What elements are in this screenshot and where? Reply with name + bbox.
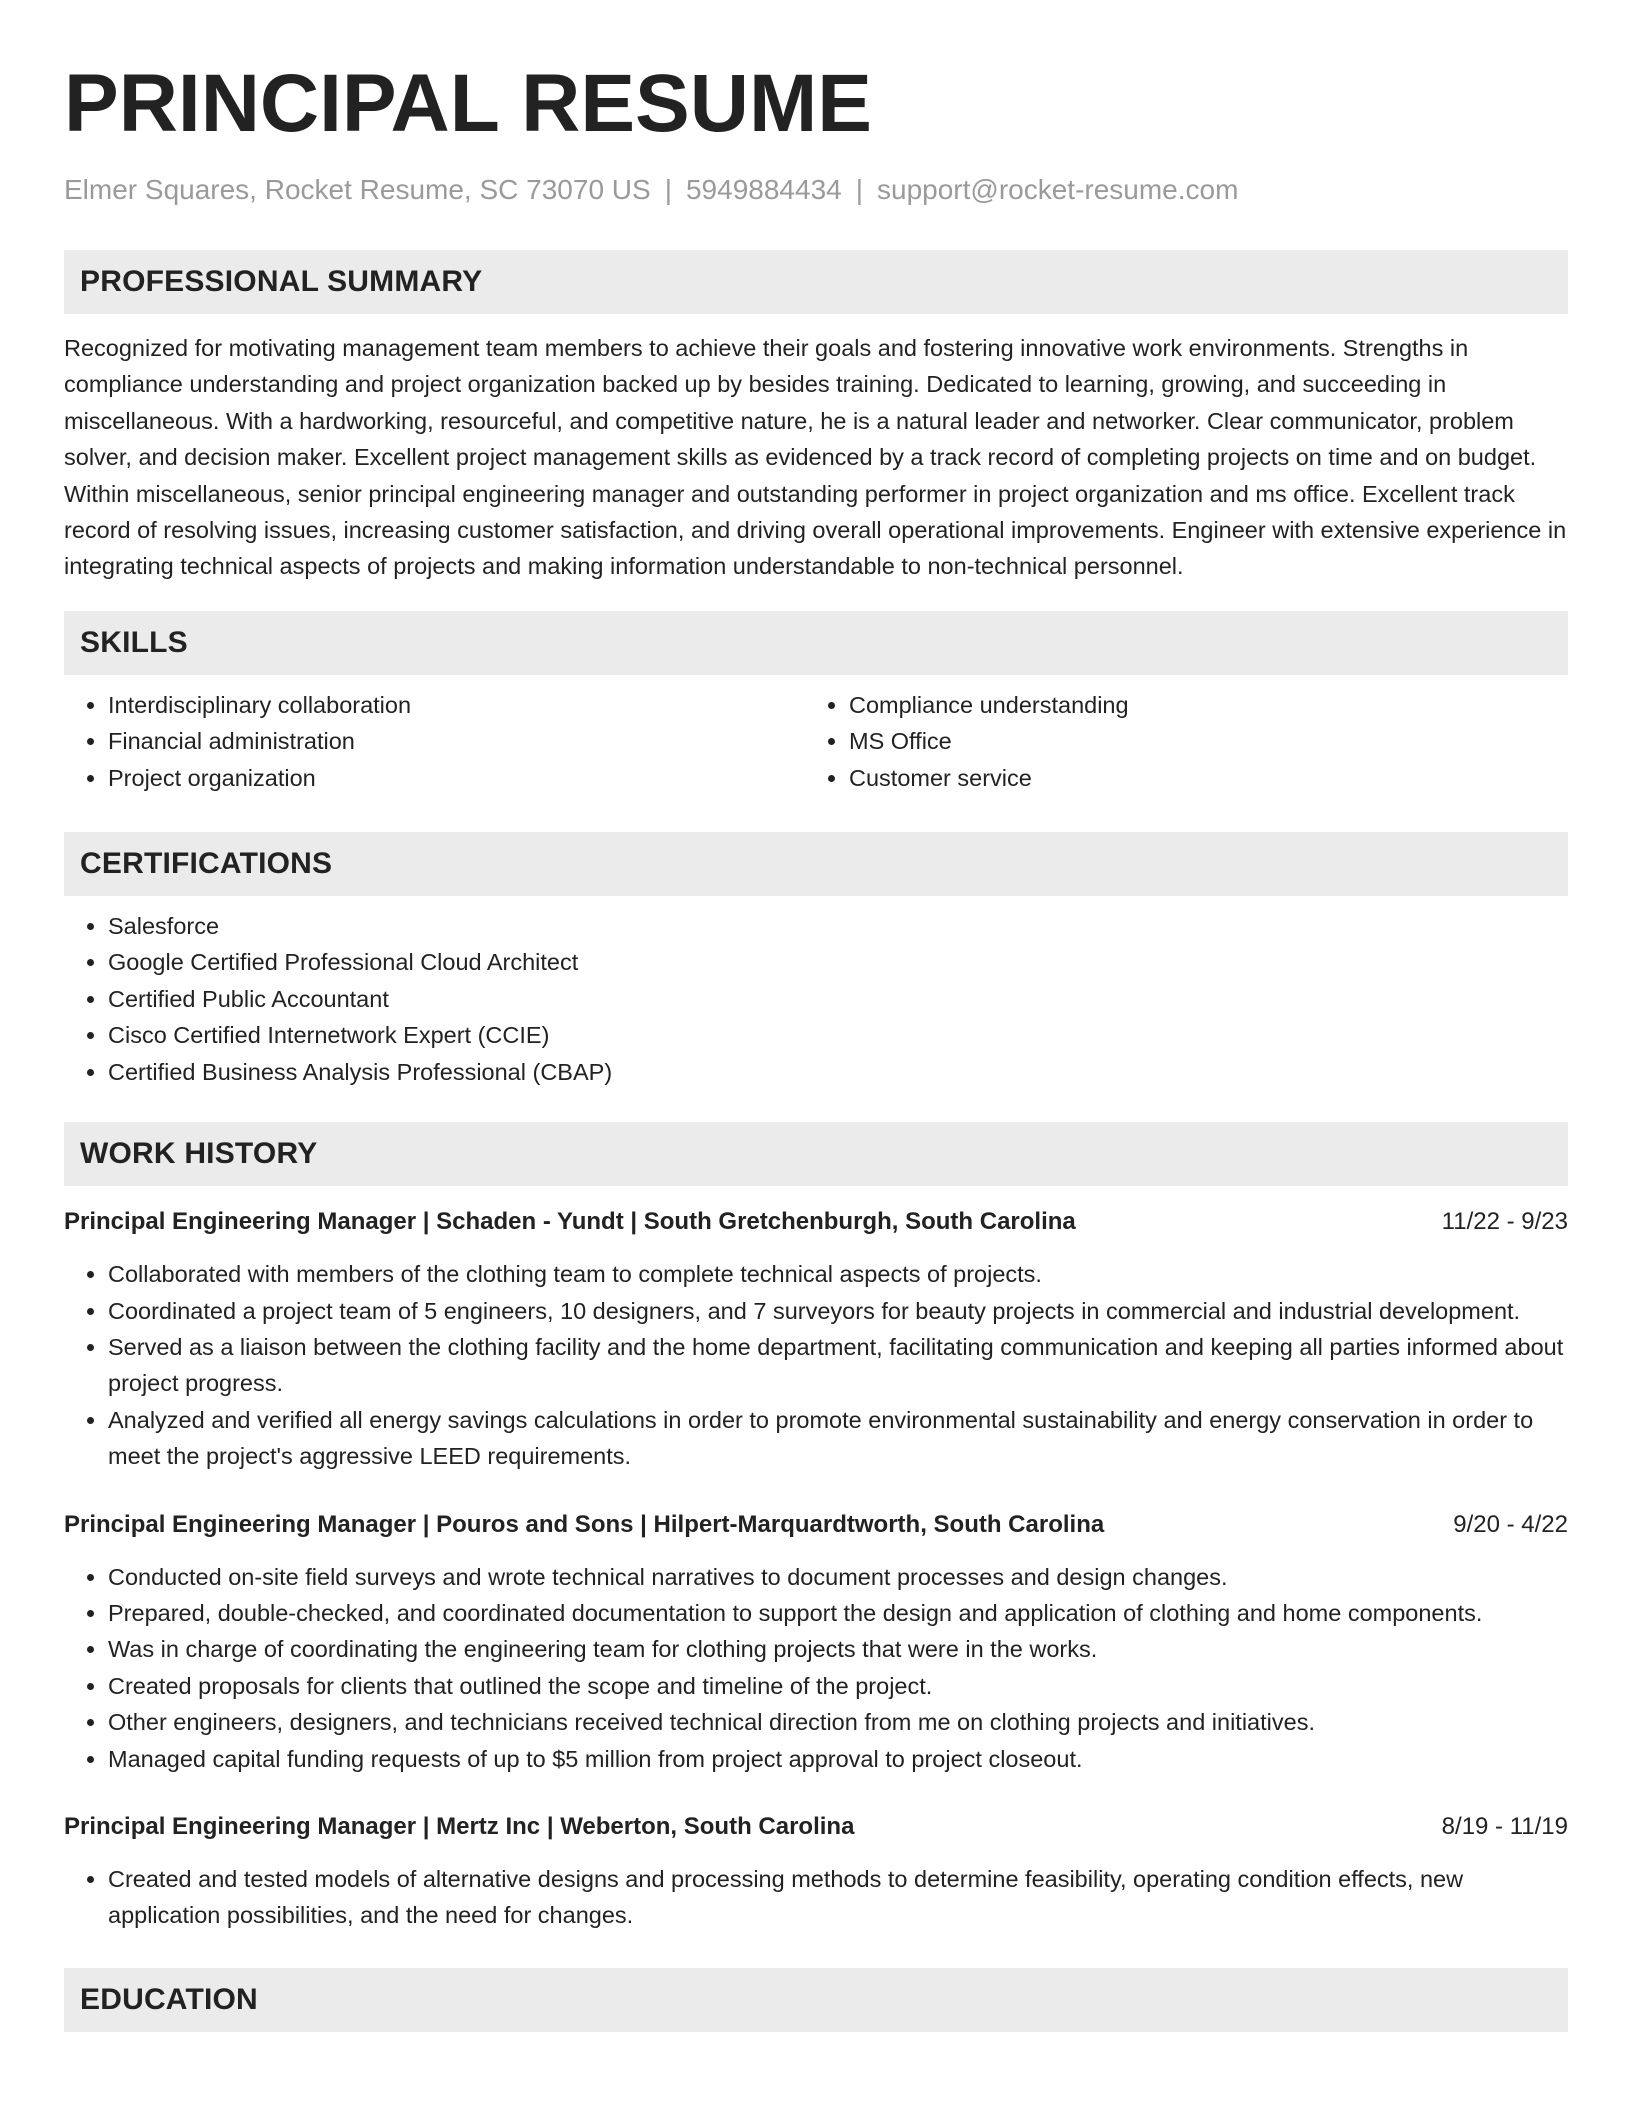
job-bullet: • Prepared, double-checked, and coordinated documentation to support the design and application of clothing and home components. — [108, 1595, 1568, 1631]
job-title: Principal Engineering Manager | Mertz Inc | Weberton, South Carolina — [64, 1812, 855, 1840]
job-entry — [64, 1507, 1568, 1777]
section-header-certifications: CERTIFICATIONS — [64, 832, 1568, 896]
section-header-skills: SKILLS — [64, 611, 1568, 675]
section-header-education: EDUCATION — [64, 1968, 1568, 2032]
section-header-summary: PROFESSIONAL SUMMARY — [64, 250, 1568, 314]
job-bullets — [64, 1559, 1568, 1777]
job-bullets — [64, 1861, 1568, 1934]
job-bullet: • Served as a liaison between the clothing facility and the home department, facilitating communication and keeping all parties informed about project progress. — [108, 1329, 1568, 1402]
skills-column-right — [805, 687, 1546, 796]
job-bullet: • Other engineers, designers, and technicians received technical direction from me on clothing projects and initiatives. — [108, 1704, 1568, 1740]
skills-column-left — [64, 687, 805, 796]
skill-item: • Project organization — [108, 760, 805, 796]
contact-separator: | — [664, 174, 672, 205]
job-header — [64, 1204, 1568, 1240]
job-header — [64, 1507, 1568, 1543]
section-header-work-history: WORK HISTORY — [64, 1122, 1568, 1186]
skill-item: • Interdisciplinary collaboration — [108, 687, 805, 723]
skill-item: • Financial administration — [108, 723, 805, 759]
contact-line — [64, 172, 1568, 208]
job-bullet: • Conducted on-site field surveys and wrote technical narratives to document processes and design changes. — [108, 1559, 1568, 1595]
certification-item: • Google Certified Professional Cloud Architect — [108, 944, 1568, 980]
certification-item: • Certified Business Analysis Professional (CBAP) — [108, 1054, 1568, 1090]
certification-item: • Cisco Certified Internetwork Expert (CCIE) — [108, 1017, 1568, 1053]
contact-separator: | — [855, 174, 863, 205]
job-bullet: • Created proposals for clients that outlined the scope and timeline of the project. — [108, 1668, 1568, 1704]
certifications-list — [64, 908, 1568, 1090]
job-bullets — [64, 1256, 1568, 1474]
job-title: Principal Engineering Manager | Schaden - Yundt | South Gretchenburgh, South Carolina — [64, 1208, 1076, 1236]
skill-item: • Customer service — [849, 760, 1546, 796]
job-bullet: • Created and tested models of alternative designs and processing methods to determine feasibility, operating condition effects, new application possibilities, and the need for changes. — [108, 1861, 1568, 1934]
job-bullet: • Coordinated a project team of 5 engineers, 10 designers, and 7 surveyors for beauty projects in commercial and industrial development. — [108, 1293, 1568, 1329]
job-dates: 11/22 - 9/23 — [1441, 1208, 1568, 1236]
summary-text: Recognized for motivating management team members to achieve their goals and fostering innovative work environments. Strengths in compliance understanding and project organization backed up by besides training. Dedicated to learning, growing, and succeeding in miscellaneous. With a hardworking, resourceful, and competitive nature, he is a natural leader and networker. Clear communicator, problem solver, and decision maker. Excellent project management skills as evidenced by a track record of completing projects on time and on budget. Within miscellaneous, senior principal engineering manager and outstanding performer in project organization and ms office. Excellent track record of resolving issues, increasing customer satisfaction, and driving overall operational improvements. Engineer with extensive experience in integrating technical aspects of projects and making information understandable to non-technical personnel. — [64, 335, 1567, 580]
contact-email: support@rocket-resume.com — [877, 174, 1239, 205]
job-dates: 9/20 - 4/22 — [1453, 1510, 1568, 1538]
job-bullet: • Analyzed and verified all energy savings calculations in order to promote environmental sustainability and energy conservation in order to meet the project's aggressive LEED requirements. — [108, 1402, 1568, 1475]
skill-item: • MS Office — [849, 723, 1546, 759]
job-bullet: • Managed capital funding requests of up to $5 million from project approval to project closeout. — [108, 1741, 1568, 1777]
job-dates: 8/19 - 11/19 — [1441, 1812, 1568, 1840]
job-entry — [64, 1809, 1568, 1934]
certification-item: • Salesforce — [108, 908, 1568, 944]
resume-title: PRINCIPAL RESUME — [64, 58, 872, 149]
skills-list — [64, 687, 1568, 796]
contact-address: Elmer Squares, Rocket Resume, SC 73070 US — [64, 174, 651, 205]
job-bullet: • Was in charge of coordinating the engineering team for clothing projects that were in the works. — [108, 1631, 1568, 1667]
job-header — [64, 1809, 1568, 1845]
job-title: Principal Engineering Manager | Pouros and Sons | Hilpert-Marquardtworth, South Carolina — [64, 1510, 1105, 1538]
job-bullet: • Collaborated with members of the clothing team to complete technical aspects of projects. — [108, 1256, 1568, 1292]
certification-item: • Certified Public Accountant — [108, 981, 1568, 1017]
contact-phone: 5949884434 — [685, 174, 842, 205]
job-entry — [64, 1204, 1568, 1474]
skill-item: • Compliance understanding — [849, 687, 1546, 723]
